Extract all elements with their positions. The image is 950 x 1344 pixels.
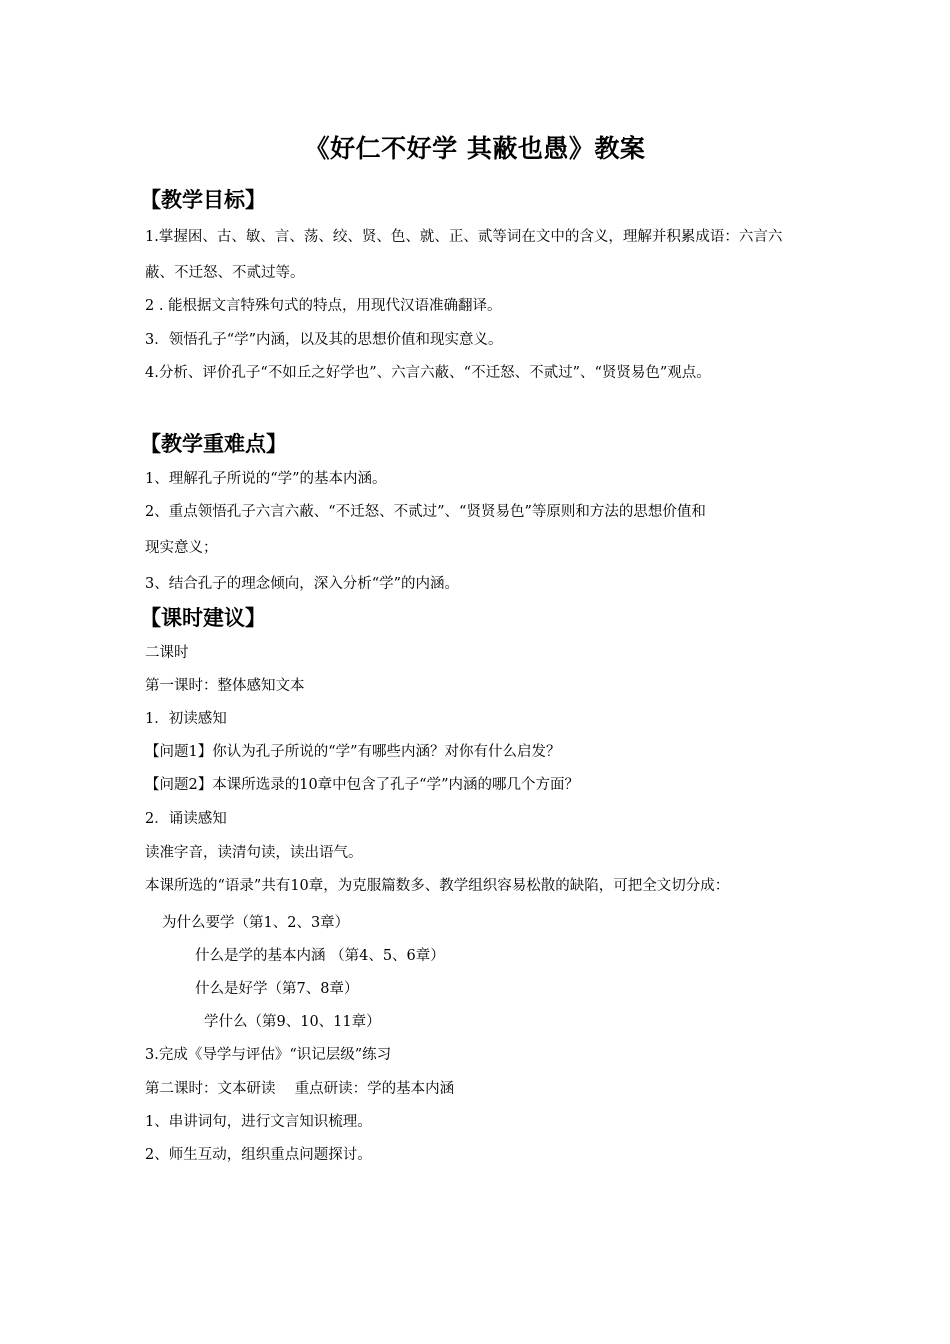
schedule-line-5: 【问题2】本课所选录的10章中包含了孔子“学”内涵的哪几个方面？ (145, 777, 579, 793)
schedule-line-13: 3.完成《导学与评估》“识记层级”练习 (145, 1047, 392, 1063)
goals-line-1: 1.掌握困、古、敏、言、荡、绞、贤、色、就、正、贰等词在文中的含义，理解并积累成语：六言六 (145, 229, 783, 245)
goals-line-3: 2 . 能根据文言特殊句式的特点，用现代汉语准确翻译。 (145, 298, 502, 314)
schedule-line-3: 1．初读感知 (145, 711, 227, 727)
schedule-outline-item-2: 什么是学的基本内涵 （第4、5、6章） (195, 948, 445, 964)
key-points-line-1: 1、理解孔子所说的“学”的基本内涵。 (145, 471, 387, 487)
goals-line-2: 蔽、不迁怒、不贰过等。 (145, 265, 305, 281)
schedule-line-6: 2．诵读感知 (145, 811, 227, 827)
schedule-line-4: 【问题1】你认为孔子所说的“学”有哪些内涵？对你有什么启发？ (145, 744, 561, 760)
schedule-line-7: 读准字音，读清句读，读出语气。 (145, 845, 363, 861)
schedule-outline-item-1: 为什么要学（第1、2、3章） (162, 915, 350, 931)
key-points-line-2: 2、重点领悟孔子六言六蔽、“不迁怒、不贰过”、“贤贤易色”等原则和方法的思想价值和 (145, 504, 706, 520)
schedule-outline-item-4: 学什么（第9、10、11章） (204, 1014, 381, 1030)
goals-line-4: 3．领悟孔子“学”内涵，以及其的思想价值和现实意义。 (145, 332, 503, 348)
document-title: 《好仁不好学 其蔽也愚》教案 (304, 134, 646, 163)
section-heading-schedule: 【课时建议】 (140, 606, 266, 630)
key-points-line-4: 3、结合孔子的理念倾向，深入分析“学”的内涵。 (145, 576, 460, 592)
goals-line-5: 4.分析、评价孔子“不如丘之好学也”、六言六蔽、“不迁怒、不贰过”、“贤贤易色”观点。 (145, 365, 711, 381)
schedule-line-8: 本课所选的“语录”共有10章，为克服篇数多、教学组织容易松散的缺陷，可把全文切分成： (145, 878, 730, 894)
schedule-line-2: 第一课时：整体感知文本 (145, 678, 305, 694)
schedule-line-1: 二课时 (145, 645, 189, 661)
key-points-line-3: 现实意义； (145, 540, 218, 556)
section-heading-goals: 【教学目标】 (140, 188, 266, 212)
schedule-line-15: 1、串讲词句，进行文言知识梳理。 (145, 1114, 372, 1130)
schedule-outline-item-3: 什么是好学（第7、8章） (195, 981, 359, 997)
schedule-line-14: 第二课时：文本研读 重点研读：学的基本内涵 (145, 1081, 455, 1097)
section-heading-key-points: 【教学重难点】 (140, 432, 287, 456)
schedule-line-16: 2、师生互动，组织重点问题探讨。 (145, 1147, 372, 1163)
